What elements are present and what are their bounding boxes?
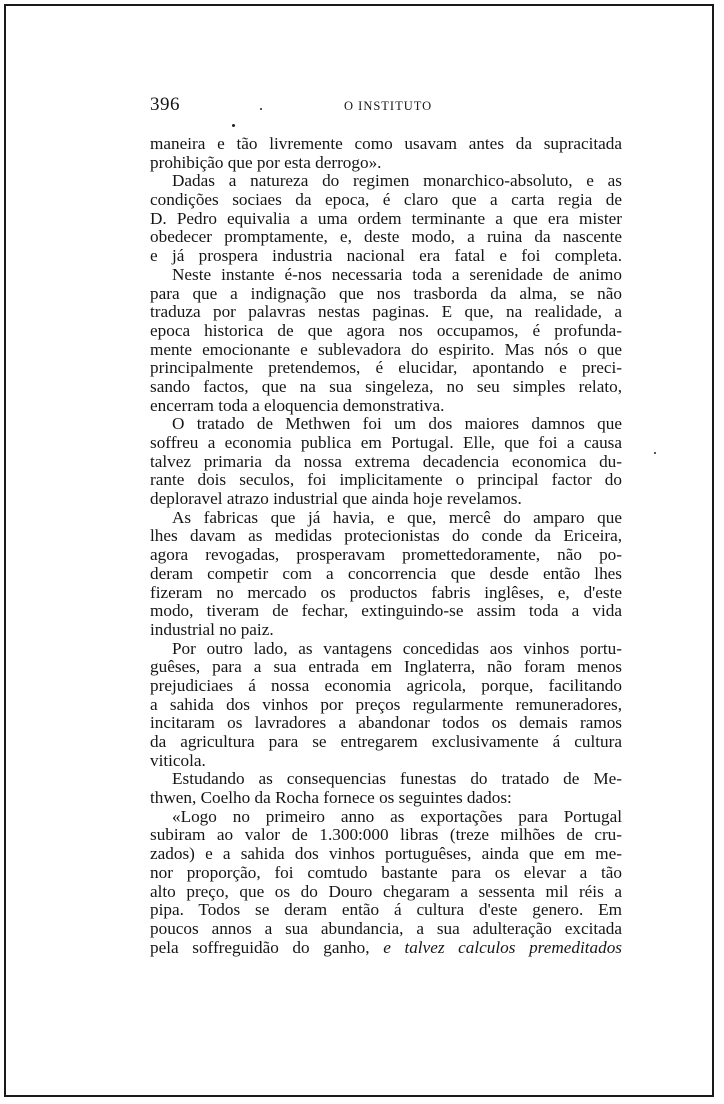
body-text [150,135,622,957]
text-line: zados) e a sahida dos vinhos portuguêses, ainda que em me- [150,845,622,864]
text-line: para que a indignação que nos trasborda da alma, se não [150,284,622,303]
ink-speck [654,452,656,454]
text-line: deram competir com a concorrencia que desde então lhes [150,564,622,583]
text-line: mente emocionante e sublevadora do espirito. Mas nós o que [150,340,622,359]
text-line: Neste instante é-nos necessaria toda a serenidade de animo [172,265,622,284]
page-header [150,94,622,118]
text-line: alto preço, que os do Douro chegaram a sessenta mil réis a [150,882,622,901]
text-line: thwen, Coelho da Rocha fornece os seguintes dados: [150,789,512,808]
text-line: soffreu a economia publica em Portugal. Elle, que foi a causa [150,434,622,452]
text-line-mixed [150,939,622,958]
text-line: traduza por palavras nestas paginas. E que, na realidade, a [150,303,622,322]
text-line: sando factos, que na sua singeleza, no seu simples relato, [150,377,622,396]
text-line: condições sociaes da epoca, é claro que a carta regia de [150,191,622,210]
text-line: guêses, para a sua entrada em Inglaterra, não foram menos [150,658,622,677]
text-line: maneira e tão livremente como usavam antes da supracitada [150,135,622,153]
ink-speck [232,124,235,127]
text-line: epoca historica de que agora nos occupamos, é profunda- [150,321,622,340]
text-line: a sahida dos vinhos por preços regularmente remuneradores, [150,695,622,714]
text-roman: pela soffreguidão do ganho, [150,938,384,957]
running-title: O INSTITUTO [344,99,433,113]
text-line: prejudiciaes á nossa economia agricola, porque, facilitando [150,676,622,695]
text-line: Estudando as consequencias funestas do tratado de Me- [172,770,622,789]
text-line: incitaram os lavradores a abandonar todos os demais ramos [150,714,622,733]
text-line: lhes davam as medidas protecionistas do conde da Ericeira, [150,527,622,546]
text-line: subiram ao valor de 1.300:000 libras (treze milhões de cru- [150,826,622,845]
text-line: O tratado de Methwen foi um dos maiores damnos que [172,415,622,434]
text-line: modo, tiveram de fechar, extinguindo-se assim toda a vida [150,602,622,621]
text-line: fizeram no mercado os productos fabris inglêses, e, d'este [150,583,622,602]
text-line: poucos annos a sua abundancia, a sua adulteração excitada [150,919,622,938]
text-line: pipa. Todos se deram então á cultura d'este genero. Em [150,901,622,920]
text-italic: e talvez calculos premeditados [383,938,622,957]
text-line: rante dois seculos, foi implicitamente o principal factor do [150,471,622,490]
text-line: industrial no paiz. [150,620,274,639]
text-line: obedecer promptamente, e, deste modo, a ruina da nascente [150,228,622,247]
text-line: Por outro lado, as vantagens concedidas aos vinhos portu- [172,639,622,658]
text-line: deploravel atrazo industrial que ainda hoje revelamos. [150,490,522,509]
text-line: D. Pedro equivalia a uma ordem terminante a que era mister [150,209,622,228]
text-line: e já prospera industria nacional era fatal e foi completa. [150,247,622,266]
page-number: 396 [150,94,180,115]
text-line: agora revogadas, prosperavam promettedoramente, não po- [150,546,622,565]
text-line: talvez primaria da nossa extrema decadencia economica du- [150,452,622,471]
text-line: nor proporção, foi comtudo bastante para os elevar a tão [150,863,622,882]
text-line: As fabricas que já havia, e que, mercê do amparo que [172,508,622,527]
text-line: prohibição que por esta derrogo». [150,153,382,172]
text-line: viticola. [150,751,206,770]
text-line: «Logo no primeiro anno as exportações para Portugal [172,807,622,826]
text-line: encerram toda a eloquencia demonstrativa. [150,396,445,415]
text-line: da agricultura para se entregarem exclusivamente á cultura [150,733,622,751]
text-line: principalmente pretendemos, é elucidar, apontando e preci- [150,359,622,378]
text-line: Dadas a natureza do regimen monarchico-absoluto, e as [172,172,622,191]
